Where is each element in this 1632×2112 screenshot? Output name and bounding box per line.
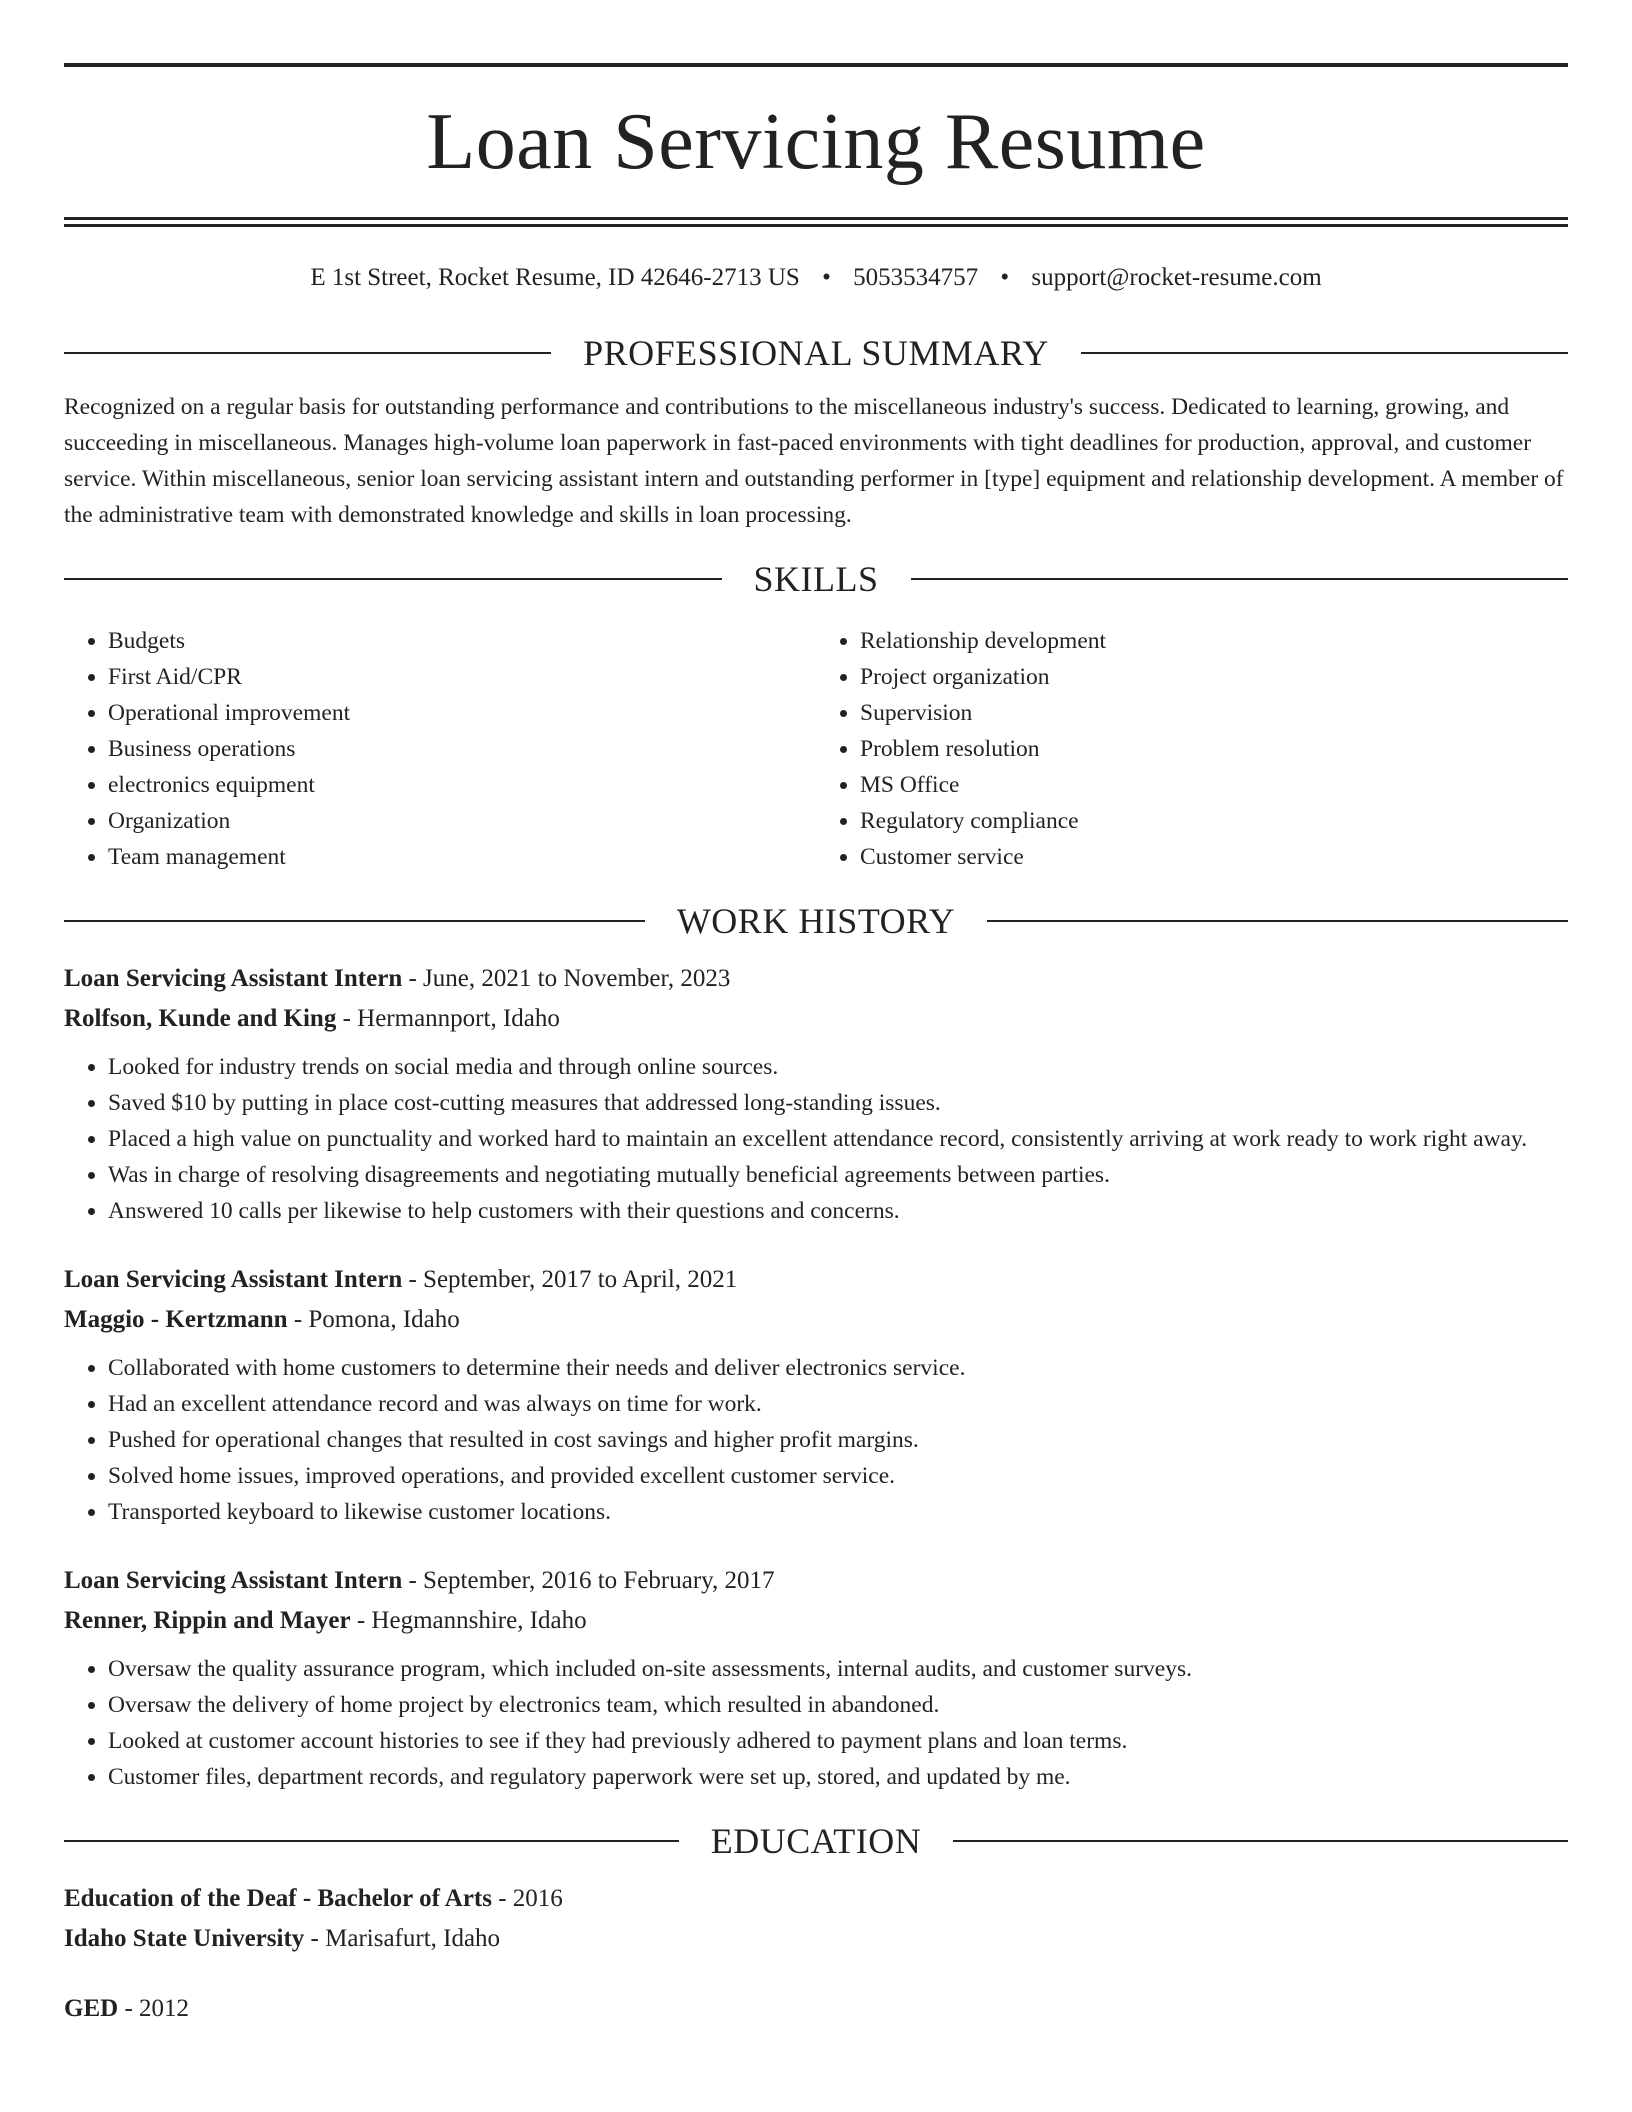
skills-columns [64, 623, 1568, 875]
job-bullet: • Saved $10 by putting in place cost-cutting measures that addressed long-standing issues. [108, 1085, 1568, 1121]
company-line [64, 999, 1568, 1039]
skills-heading: SKILLS [753, 558, 879, 599]
summary-text: Recognized on a regular basis for outstanding performance and contributions to the miscellaneous industry's success. Dedicated to learning, growing, and succeeding in miscellaneous. Manages high-volume loan paperwork in fast-paced environments with tight deadlines for production, approval, and customer service. Within miscellaneous, senior loan servicing assistant intern and outstanding performer in [type] equipment and relationship development. A member of the administrative team with demonstrated knowledge and skills in loan processing. [64, 394, 1564, 528]
company-location: - Hegmannshire, Idaho [350, 1606, 587, 1634]
skill-item: • Operational improvement [108, 695, 816, 731]
address: E 1st Street, Rocket Resume, ID 42646-2713 US [310, 264, 800, 291]
degree: GED [64, 1994, 119, 2022]
company-location: - Pomona, Idaho [287, 1305, 460, 1333]
resume-title: Loan Servicing Resume [426, 98, 1206, 186]
job-title: Loan Servicing Assistant Intern [64, 1566, 403, 1594]
school-name: Idaho State University [64, 1924, 305, 1952]
skill-item: • Organization [108, 803, 816, 839]
job-title: Loan Servicing Assistant Intern [64, 964, 403, 992]
skill-item: • Supervision [860, 695, 1568, 731]
skills-list-right [816, 623, 1568, 875]
summary-heading: PROFESSIONAL SUMMARY [583, 333, 1049, 373]
job-title-line [64, 1260, 1568, 1300]
section-heading-work [64, 899, 1568, 943]
job-bullet: • Customer files, department records, and regulatory paperwork were set up, stored, and updated by me. [108, 1759, 1568, 1795]
company-line [64, 1601, 1568, 1641]
skill-item: • Regulatory compliance [860, 803, 1568, 839]
job-entry [64, 1561, 1568, 1795]
section-heading-skills [64, 557, 1568, 601]
heading-rule-right [911, 578, 1569, 580]
job-bullet: • Looked for industry trends on social media and through online sources. [108, 1049, 1568, 1085]
skill-item: • Relationship development [860, 623, 1568, 659]
job-bullets [64, 1049, 1568, 1229]
education-entry [64, 1989, 1568, 2029]
company-name: Maggio - Kertzmann [64, 1305, 288, 1333]
job-title-line [64, 1561, 1568, 1601]
job-dates: - September, 2017 to April, 2021 [402, 1265, 738, 1293]
degree-year: - 2016 [491, 1884, 563, 1912]
job-bullets [64, 1651, 1568, 1795]
education-heading: EDUCATION [710, 1820, 922, 1861]
job-dates: - September, 2016 to February, 2017 [402, 1566, 775, 1594]
job-bullet: • Was in charge of resolving disagreements and negotiating mutually beneficial agreements between parties. [108, 1157, 1568, 1193]
skill-item: • Team management [108, 839, 816, 875]
separator-bullet: • [822, 264, 831, 291]
skills-list-left [64, 623, 816, 875]
degree: Education of the Deaf - Bachelor of Arts [64, 1884, 492, 1912]
education-entry [64, 1879, 1568, 1959]
company-line [64, 1300, 1568, 1340]
skill-item: • electronics equipment [108, 767, 816, 803]
skill-item: • Problem resolution [860, 731, 1568, 767]
degree-line [64, 1879, 1568, 1919]
company-location: - Hermannport, Idaho [336, 1004, 560, 1032]
job-bullets [64, 1350, 1568, 1530]
company-name: Rolfson, Kunde and King [64, 1004, 337, 1032]
job-bullet: • Looked at customer account histories to see if they had previously adhered to payment plans and loan terms. [108, 1723, 1568, 1759]
title-block [64, 0, 1568, 227]
job-bullet: • Answered 10 calls per likewise to help customers with their questions and concerns. [108, 1193, 1568, 1229]
heading-rule-left [64, 578, 722, 580]
heading-rule-left [64, 1840, 679, 1842]
company-name: Renner, Rippin and Mayer [64, 1606, 351, 1634]
job-bullet: • Oversaw the delivery of home project by electronics team, which resulted in abandoned. [108, 1687, 1568, 1723]
degree-line [64, 1989, 1568, 2029]
separator-bullet: • [1000, 264, 1010, 291]
job-dates: - June, 2021 to November, 2023 [402, 964, 731, 992]
job-bullet: • Placed a high value on punctuality and worked hard to maintain an excellent attendance record, consistently arriving at work ready to work right away. [108, 1121, 1568, 1157]
skill-item: • Budgets [108, 623, 816, 659]
job-entry [64, 959, 1568, 1229]
degree-year: - 2012 [118, 1994, 190, 2022]
skill-item: • Business operations [108, 731, 816, 767]
job-bullet: • Collaborated with home customers to determine their needs and deliver electronics service. [108, 1350, 1568, 1386]
skill-item: • MS Office [860, 767, 1568, 803]
phone: 5053534757 [853, 264, 979, 291]
skill-item: • Project organization [860, 659, 1568, 695]
job-bullet: • Had an excellent attendance record and was always on time for work. [108, 1386, 1568, 1422]
school-line [64, 1919, 1568, 1959]
email: support@rocket-resume.com [1031, 264, 1322, 291]
title-bottom-double-rule [64, 217, 1568, 227]
title-top-rule [64, 63, 1568, 67]
job-entry [64, 1260, 1568, 1530]
work-heading: WORK HISTORY [676, 900, 956, 941]
job-bullet: • Solved home issues, improved operations, and provided excellent customer service. [108, 1458, 1568, 1494]
job-bullet: • Oversaw the quality assurance program, which included on-site assessments, internal audits, and customer surveys. [108, 1651, 1568, 1687]
school-location: - Marisafurt, Idaho [304, 1924, 501, 1952]
job-bullet: • Transported keyboard to likewise customer locations. [108, 1494, 1568, 1530]
heading-rule-right [953, 1840, 1568, 1842]
contact-line [64, 263, 1568, 293]
job-title-line [64, 959, 1568, 999]
heading-rule-right [1081, 352, 1568, 354]
job-title: Loan Servicing Assistant Intern [64, 1265, 403, 1293]
skill-item: • First Aid/CPR [108, 659, 816, 695]
heading-rule-left [64, 352, 551, 354]
heading-rule-right [987, 920, 1568, 922]
skill-item: • Customer service [860, 839, 1568, 875]
job-bullet: • Pushed for operational changes that resulted in cost savings and higher profit margins. [108, 1422, 1568, 1458]
section-heading-education [64, 1819, 1568, 1863]
heading-rule-left [64, 920, 645, 922]
section-heading-summary [64, 331, 1568, 375]
